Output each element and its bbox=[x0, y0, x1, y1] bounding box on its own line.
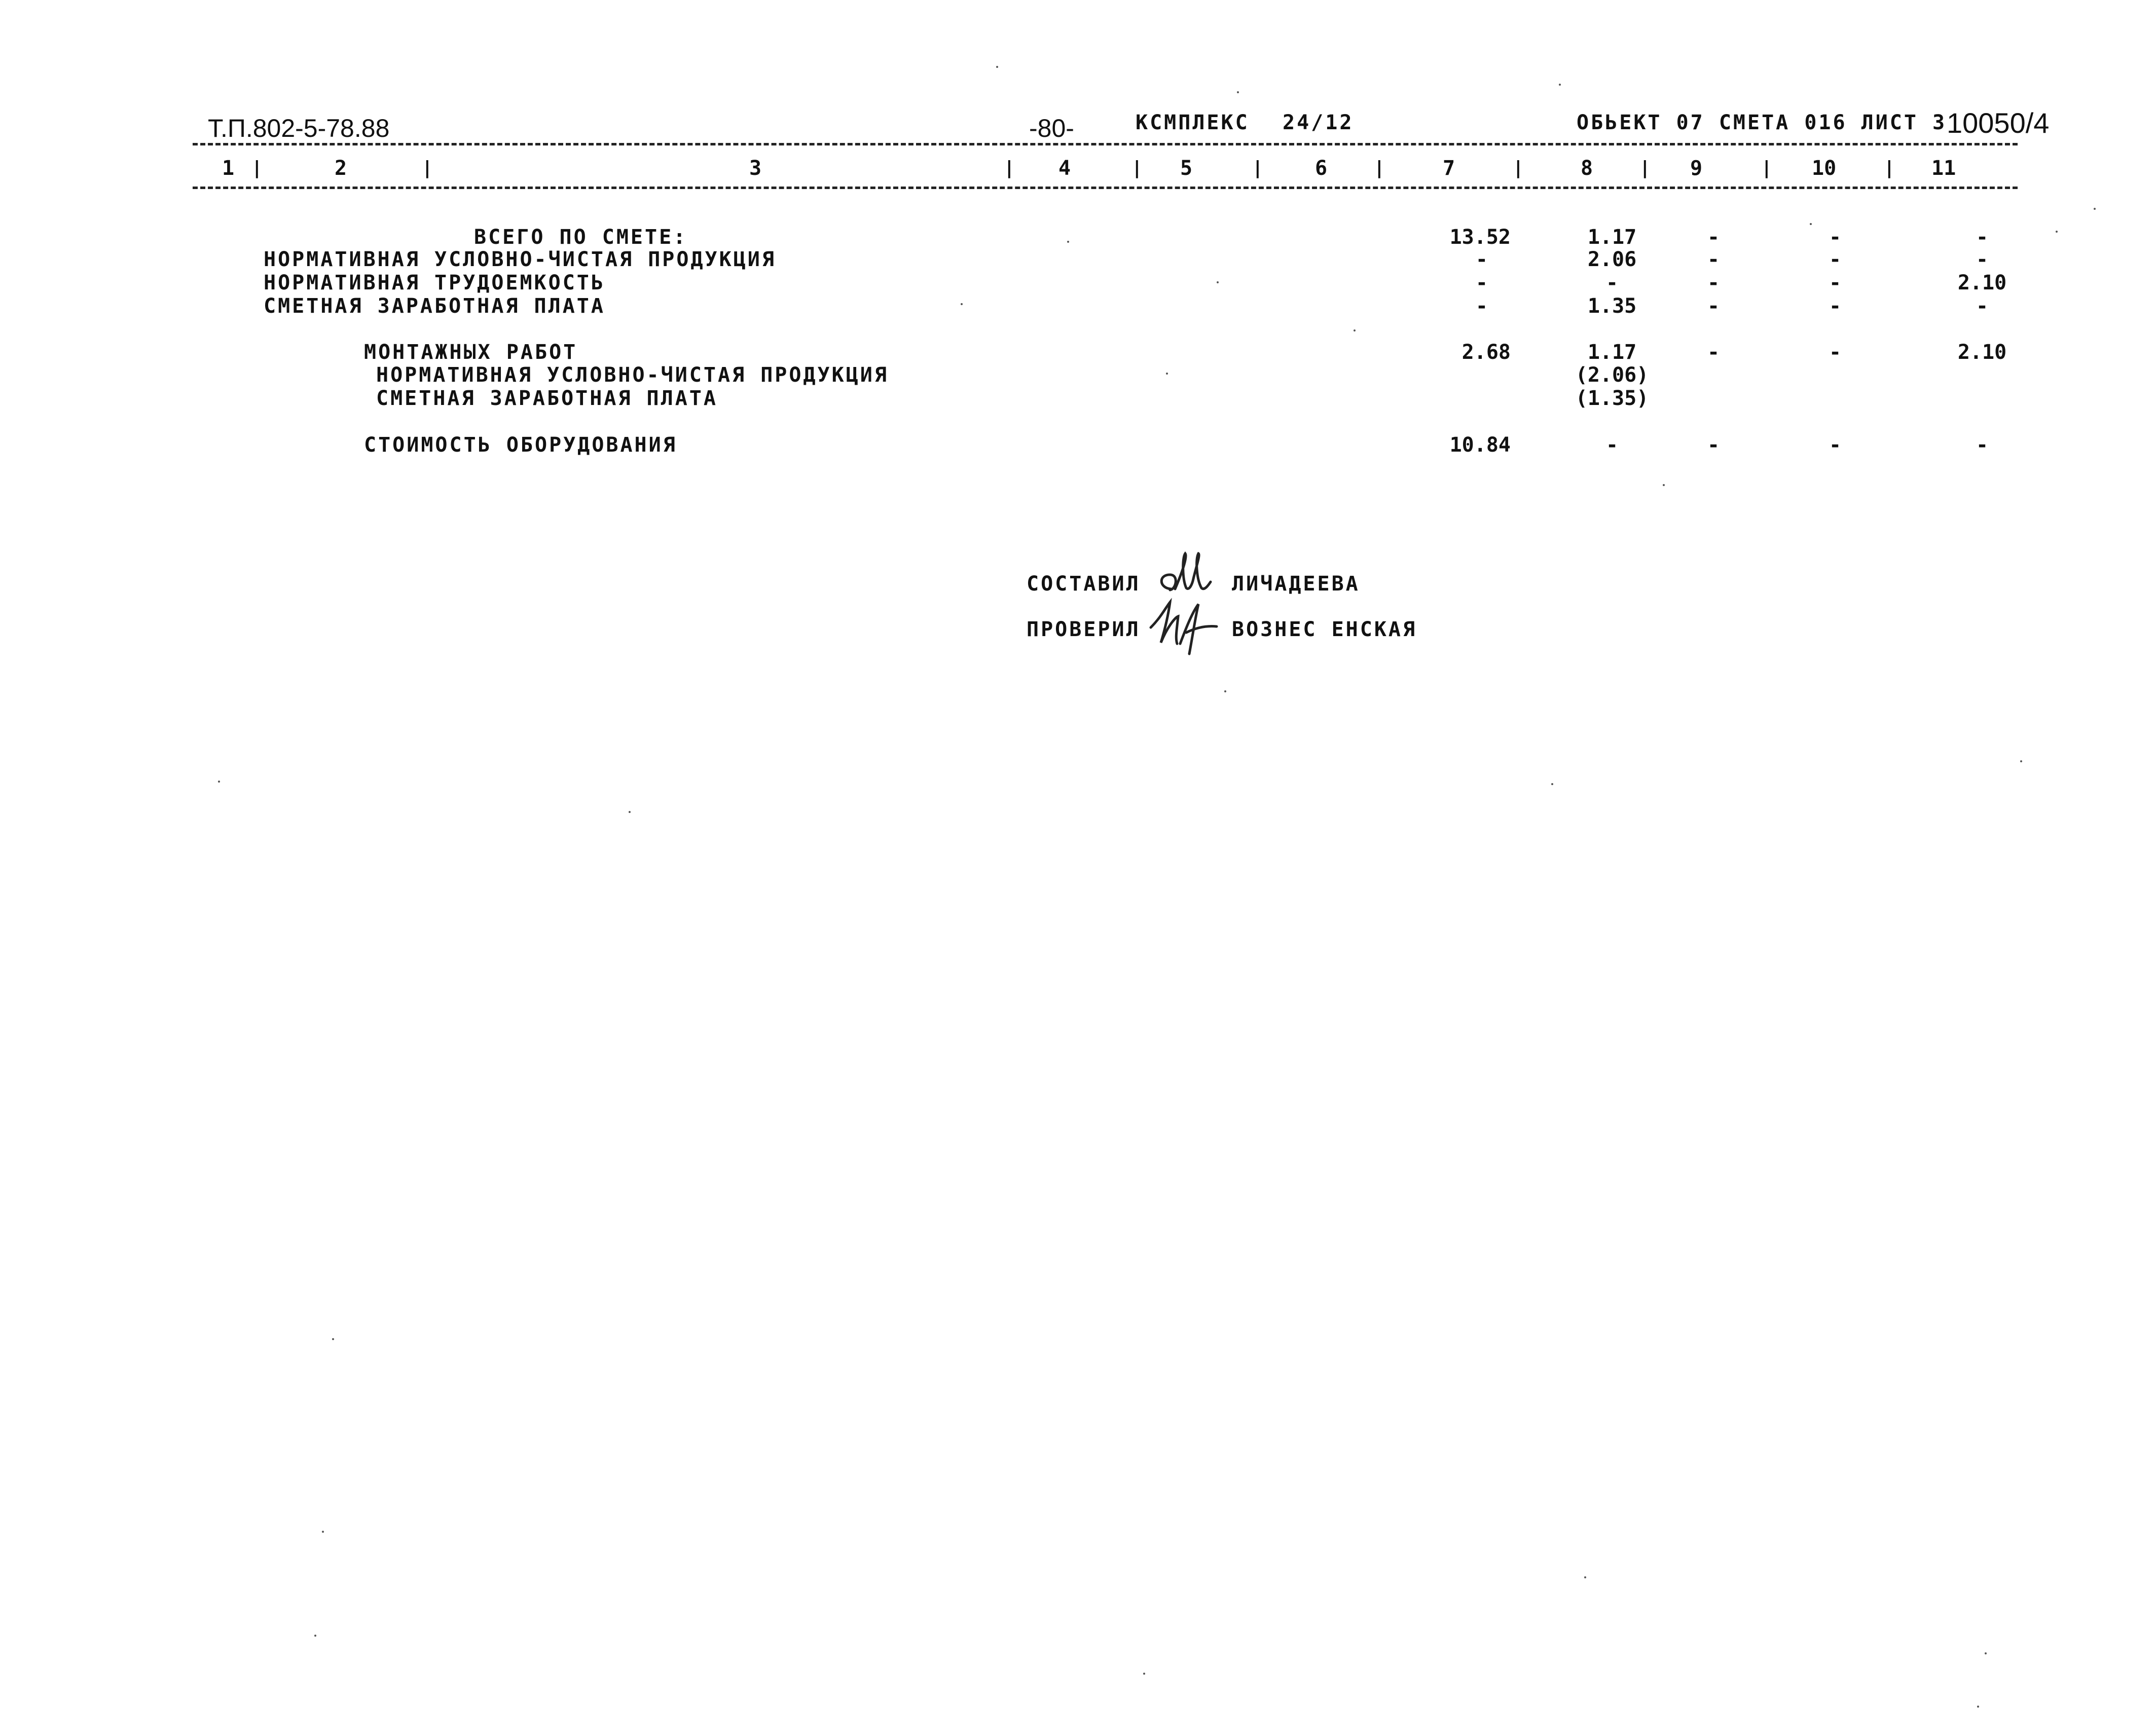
cell-col8: (1.35) bbox=[1575, 387, 1649, 410]
scan-speck bbox=[1217, 281, 1219, 283]
scan-speck bbox=[1551, 783, 1553, 785]
column-number: 4 bbox=[1058, 157, 1071, 180]
complex-label: КСМПЛЕКС bbox=[1136, 111, 1250, 134]
column-separator: | bbox=[1513, 158, 1524, 178]
scan-speck bbox=[1354, 329, 1356, 331]
row-label: НОРМАТИВНАЯ УСЛОВНО-ЧИСТАЯ ПРОДУКЦИЯ bbox=[264, 248, 776, 271]
cell-col11: - bbox=[1976, 294, 1989, 318]
scan-speck bbox=[2094, 208, 2096, 210]
column-separator: | bbox=[1252, 158, 1263, 178]
archive-number: 10050/4 bbox=[1947, 107, 2050, 139]
column-number: 11 bbox=[1931, 157, 1956, 180]
column-number: 10 bbox=[1812, 157, 1837, 180]
cell-col7: - bbox=[1475, 248, 1488, 271]
compiled-signature bbox=[1156, 548, 1222, 599]
object-reference: ОБЬЕКТ 07 СМЕТА 016 ЛИСТ 3 bbox=[1577, 111, 1947, 134]
cell-col11: - bbox=[1976, 433, 1989, 457]
cell-col8: - bbox=[1605, 433, 1619, 457]
cell-col8: 1.17 bbox=[1587, 226, 1637, 249]
cell-col10: - bbox=[1829, 248, 1842, 271]
complex-code: 24/12 bbox=[1283, 111, 1354, 134]
header-rule-bottom bbox=[193, 187, 2018, 189]
scan-speck bbox=[218, 781, 220, 783]
scan-speck bbox=[1237, 91, 1239, 93]
page-marker: -80- bbox=[1029, 114, 1074, 142]
cell-col8: - bbox=[1605, 271, 1619, 294]
column-number: 6 bbox=[1315, 157, 1328, 180]
cell-col11: - bbox=[1976, 248, 1989, 271]
cell-col9: - bbox=[1707, 271, 1720, 294]
row-label: НОРМАТИВНАЯ ТРУДОЕМКОСТЬ bbox=[264, 271, 605, 294]
column-separator: | bbox=[251, 158, 263, 178]
scan-speck bbox=[1559, 84, 1561, 86]
cell-col11: 2.10 bbox=[1957, 341, 2007, 364]
scan-speck bbox=[996, 66, 998, 68]
cell-col9: - bbox=[1707, 294, 1720, 318]
row-label: НОРМАТИВНАЯ УСЛОВНО-ЧИСТАЯ ПРОДУКЦИЯ bbox=[376, 363, 889, 387]
cell-col7: - bbox=[1475, 271, 1488, 294]
cell-col8: 2.06 bbox=[1587, 248, 1637, 271]
column-number: 3 bbox=[749, 157, 762, 180]
column-number: 8 bbox=[1581, 157, 1593, 180]
compiled-by-label: СОСТАВИЛ bbox=[1027, 572, 1141, 596]
scan-speck bbox=[1985, 1652, 1987, 1654]
cell-col7: 13.52 bbox=[1449, 226, 1511, 249]
column-number: 5 bbox=[1180, 157, 1193, 180]
scan-speck bbox=[322, 1531, 324, 1533]
cell-col9: - bbox=[1707, 341, 1720, 364]
scan-speck bbox=[1810, 223, 1812, 225]
scan-speck bbox=[1166, 373, 1168, 375]
column-separator: | bbox=[1131, 158, 1143, 178]
cell-col8: 1.35 bbox=[1587, 294, 1637, 318]
column-number: 9 bbox=[1690, 157, 1703, 180]
cell-col7: - bbox=[1475, 294, 1488, 318]
scan-speck bbox=[961, 303, 963, 305]
scan-speck bbox=[314, 1635, 316, 1637]
column-separator: | bbox=[1639, 158, 1651, 178]
scan-speck bbox=[2020, 760, 2022, 762]
cell-col10: - bbox=[1829, 294, 1842, 318]
row-label: СТОИМОСТЬ ОБОРУДОВАНИЯ bbox=[364, 433, 677, 457]
cell-col11: - bbox=[1976, 226, 1989, 249]
column-separator: | bbox=[422, 158, 433, 178]
cell-col10: - bbox=[1829, 226, 1842, 249]
row-label: ВСЕГО ПО СМЕТЕ: bbox=[474, 226, 688, 249]
compiled-by-name: ЛИЧАДЕЕВА bbox=[1232, 572, 1360, 596]
checked-by-name: ВОЗНЕС ЕНСКАЯ bbox=[1232, 618, 1417, 641]
cell-col8: (2.06) bbox=[1575, 363, 1649, 387]
scan-speck bbox=[1067, 241, 1069, 243]
scan-speck bbox=[1584, 1576, 1586, 1578]
cell-col10: - bbox=[1829, 433, 1842, 457]
scan-speck bbox=[1143, 1673, 1145, 1675]
cell-col9: - bbox=[1707, 433, 1720, 457]
header-rule-top bbox=[193, 143, 2018, 145]
column-separator: | bbox=[1004, 158, 1015, 178]
document-number: Т.П.802-5-78.88 bbox=[208, 114, 390, 142]
row-label: СМЕТНАЯ ЗАРАБОТНАЯ ПЛАТА bbox=[376, 387, 718, 410]
cell-col8: 1.17 bbox=[1587, 341, 1637, 364]
column-number: 7 bbox=[1443, 157, 1455, 180]
scan-speck bbox=[2056, 231, 2058, 233]
column-number: 2 bbox=[335, 157, 347, 180]
cell-col10: - bbox=[1829, 271, 1842, 294]
cell-col11: 2.10 bbox=[1957, 271, 2007, 294]
cell-col10: - bbox=[1829, 341, 1842, 364]
column-separator: | bbox=[1884, 158, 1895, 178]
cell-col9: - bbox=[1707, 248, 1720, 271]
column-separator: | bbox=[1374, 158, 1385, 178]
row-label: СМЕТНАЯ ЗАРАБОТНАЯ ПЛАТА bbox=[264, 294, 605, 318]
checked-by-label: ПРОВЕРИЛ bbox=[1027, 618, 1141, 641]
cell-col9: - bbox=[1707, 226, 1720, 249]
scan-speck bbox=[1224, 690, 1226, 692]
checked-signature bbox=[1146, 597, 1222, 658]
column-number: 1 bbox=[222, 157, 235, 180]
cell-col7: 10.84 bbox=[1449, 433, 1511, 457]
row-label: МОНТАЖНЫХ РАБОТ bbox=[364, 341, 578, 364]
scan-speck bbox=[629, 811, 631, 813]
scan-speck bbox=[332, 1338, 334, 1340]
scan-speck bbox=[1977, 1706, 1979, 1708]
scan-speck bbox=[1663, 484, 1665, 486]
column-separator: | bbox=[1761, 158, 1772, 178]
cell-col7: 2.68 bbox=[1461, 341, 1511, 364]
